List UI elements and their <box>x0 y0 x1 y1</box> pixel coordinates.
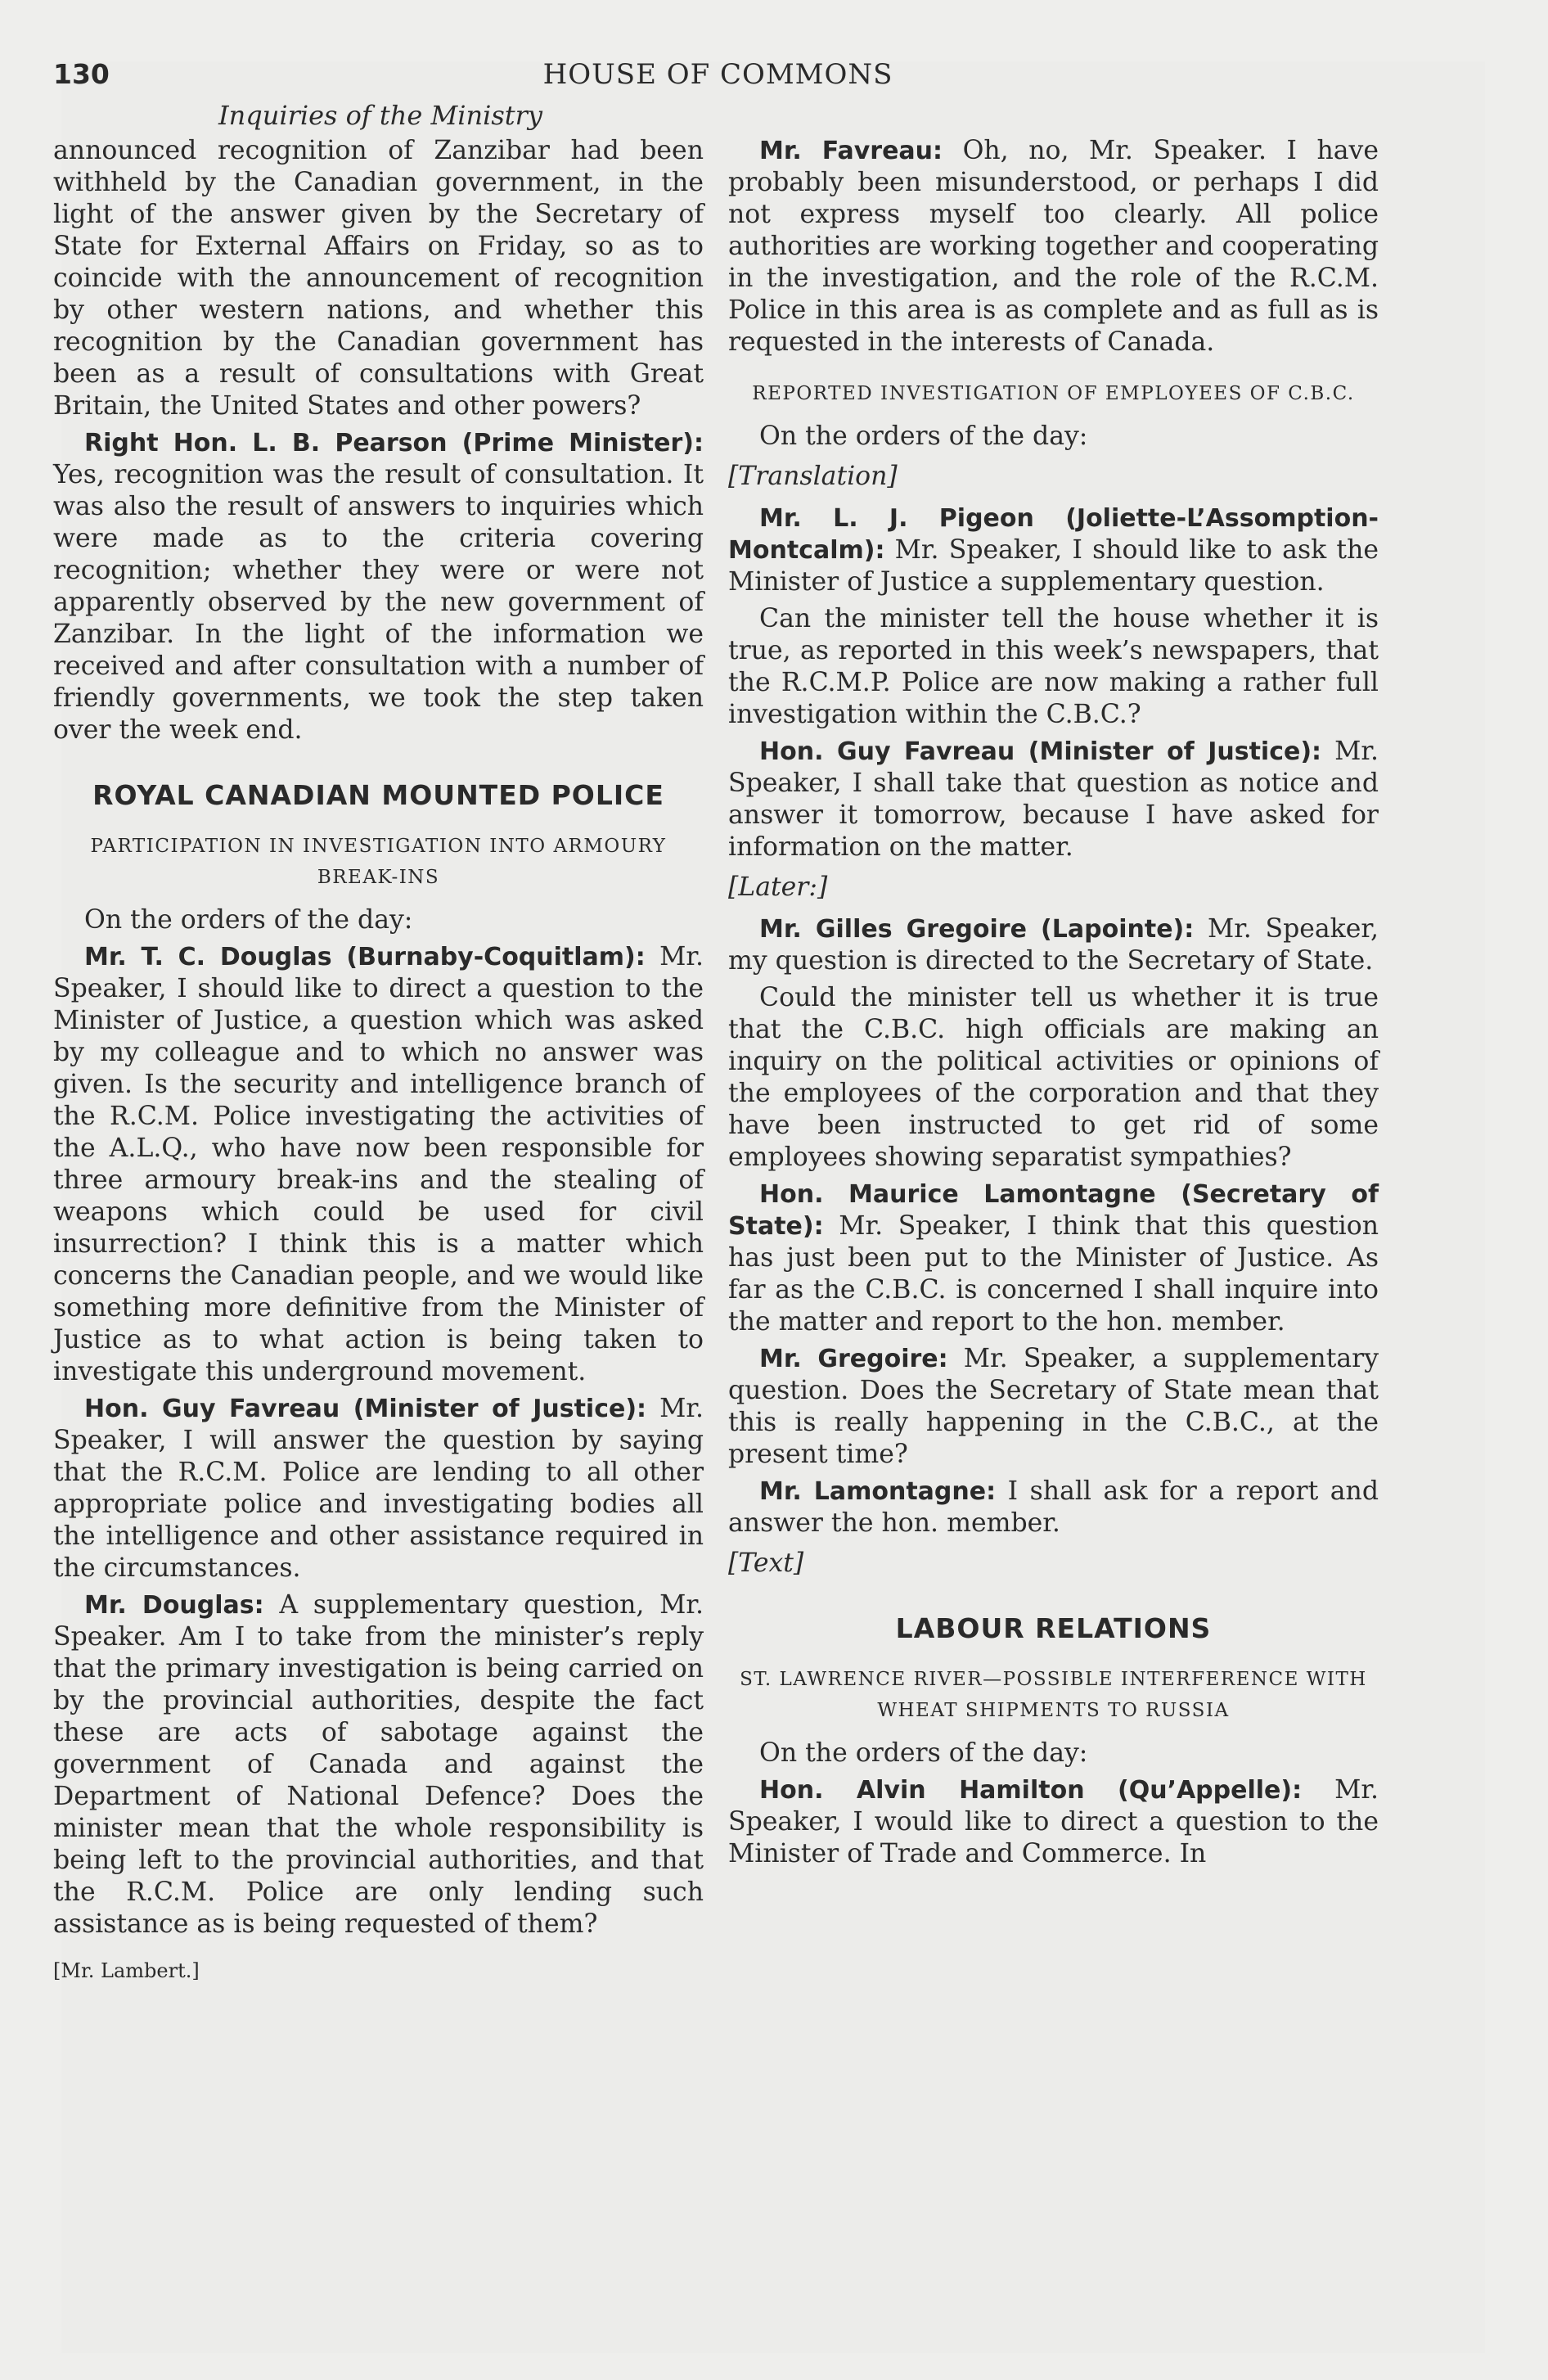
paragraph: Can the minister tell the house whether it is true, as reported in this week’s newspapers, that the R.C.M.P. Police are now making a rather full investigation within the C.B.C.? <box>728 604 1379 729</box>
paragraph <box>53 941 704 1388</box>
speaker-name: Hon. Guy Favreau (Minister of Justice): <box>84 1395 647 1423</box>
paragraph <box>728 1476 1379 1539</box>
speech-text: Mr. Speaker, I would like to direct a question to the Minister of Trade and Commerce. In <box>728 1775 1379 1868</box>
speaker-name: Mr. Lamontagne: <box>759 1477 997 1506</box>
running-head: HOUSE OF COMMONS <box>542 58 893 91</box>
speaker-name: Mr. T. C. Douglas (Burnaby-Coquitlam): <box>84 943 646 971</box>
speech-text: Oh, no, Mr. Speaker. I have probably been misunderstood, or perhaps I did not express myself too clearly. All police authorities are working together and cooperating in the investigation, and the role of the R.C.M. Police in this area is as complete and as full as is requested in the interests of Canada. <box>728 136 1379 357</box>
left-column <box>53 135 704 1987</box>
translation-marker: [Translation] <box>728 462 898 491</box>
speech-text: Mr. Speaker, I will answer the question by saying that the R.C.M. Police are lending to all other appropriate police and investigating bodies all the intelligence and other assistance required in the circumstances. <box>53 1394 704 1583</box>
paragraph: announced recognition of Zanzibar had been withheld by the Canadian government, in the light of the answer given by the Secretary of State for External Affairs on Friday, so as to coincide with the announcement of recognition by other western nations, and whether this recognition by the Canadian government has been as a result of consultations with Great Britain, the United States and other powers? <box>53 136 704 421</box>
speaker-name: Mr. Douglas: <box>84 1591 264 1620</box>
speech-text: Mr. Speaker, my question is directed to the Secretary of State. <box>728 914 1379 976</box>
speech-text: Mr. Speaker, a supplementary question. Does the Secretary of State mean that this is really happening in the C.B.C., at the present time? <box>728 1344 1379 1469</box>
paragraph <box>728 1343 1379 1471</box>
speech-text: Mr. Speaker, I think that this question has just been put to the Minister of Justice. As far as the C.B.C. is concerned I shall inquire into the matter and report to the hon. member. <box>728 1211 1379 1336</box>
text-marker: [Text] <box>728 1548 804 1578</box>
subsection-heading: ST. LAWRENCE RIVER—POSSIBLE INTERFERENCE WITH WHEAT SHIPMENTS TO RUSSIA <box>740 1669 1367 1721</box>
speaker-name: Hon. Guy Favreau (Minister of Justice): <box>759 737 1322 766</box>
speaker-name: Hon. Maurice Lamontagne (Secretary of State): <box>728 1180 1379 1241</box>
subsection-heading: PARTICIPATION IN INVESTIGATION INTO ARMOURY BREAK-INS <box>90 836 667 888</box>
later-marker: [Later:] <box>728 872 828 902</box>
speech-text: I shall ask for a report and answer the hon. member. <box>728 1476 1379 1538</box>
speaker-name: Right Hon. L. B. Pearson (Prime Minister): <box>84 429 704 458</box>
speaker-name: Mr. Gregoire: <box>759 1345 948 1373</box>
right-column <box>728 135 1379 1875</box>
page-number: 130 <box>53 58 110 90</box>
speech-text: Yes, recognition was the result of consultation. It was also the result of answers to inquiries which were made as to the criteria covering recognition; whether they were or were not apparently observed by the new government of Zanzibar. In the light of the information we received and after consultation with a number of friendly governments, we took the step taken over the week end. <box>53 460 704 745</box>
orders-of-day: On the orders of the day: <box>759 1738 1088 1768</box>
orders-of-day: On the orders of the day: <box>759 421 1088 451</box>
subsection-heading: REPORTED INVESTIGATION OF EMPLOYEES OF C.B.C. <box>752 383 1355 404</box>
speaker-name: Mr. Favreau: <box>759 137 943 165</box>
speaker-name: Mr. L. J. Pigeon (Joliette-L’Assomption-Montcalm): <box>728 504 1379 565</box>
speech-text: Mr. Speaker, I should like to ask the Minister of Justice a supplementary question. <box>728 535 1379 597</box>
speech-text: Mr. Speaker, I should like to direct a question to the Minister of Justice, a question which was asked by my colleague and to which no answer was given. Is the security and intelligence branch of the R.C.M. Police investigating the activities of the A.L.Q., who have now been responsible for three armoury break-ins and the stealing of weapons which could be used for civil insurrection? I think this is a matter which concerns the Canadian people, and we would like something more definitive from the Minister of Justice as to what action is being taken to investigate this underground movement. <box>53 942 704 1386</box>
paragraph <box>728 736 1379 863</box>
section-subhead: Inquiries of the Ministry <box>218 100 542 131</box>
orders-of-day: On the orders of the day: <box>84 905 413 935</box>
speaker-name: Mr. Gilles Gregoire (Lapointe): <box>759 915 1195 944</box>
page-header <box>53 53 1383 102</box>
paragraph <box>53 1589 704 1941</box>
paragraph <box>53 1393 704 1584</box>
speaker-name: Hon. Alvin Hamilton (Qu’Appelle): <box>759 1776 1303 1805</box>
paragraph <box>728 1774 1379 1870</box>
paragraph <box>53 427 704 746</box>
speech-text: Mr. Speaker, I shall take that question as notice and answer it tomorrow, because I have asked for information on the matter. <box>728 737 1379 862</box>
paragraph <box>728 913 1379 977</box>
paragraph <box>728 1179 1379 1338</box>
section-heading: ROYAL CANADIAN MOUNTED POLICE <box>92 779 664 811</box>
paragraph <box>728 135 1379 358</box>
page-footer: [Mr. Lambert.] <box>53 1959 200 1982</box>
speech-text: A supplementary question, Mr. Speaker. Am I to take from the minister’s reply that the primary investigation is being carried on by the provincial authorities, despite the fact these are acts of sabotage against the government of Canada and against the Department of National Defence? Does the minister mean that the whole responsibility is being left to the provincial authorities, and that the R.C.M. Police are only lending such assistance as is being requested of them? <box>53 1590 704 1939</box>
paragraph: Could the minister tell us whether it is true that the C.B.C. high officials are making an inquiry on the political activities or opinions of the employees of the corporation and that they have been instructed to get rid of some employees showing separatist sympathies? <box>728 983 1379 1172</box>
paragraph <box>728 503 1379 598</box>
section-heading: LABOUR RELATIONS <box>895 1612 1212 1644</box>
